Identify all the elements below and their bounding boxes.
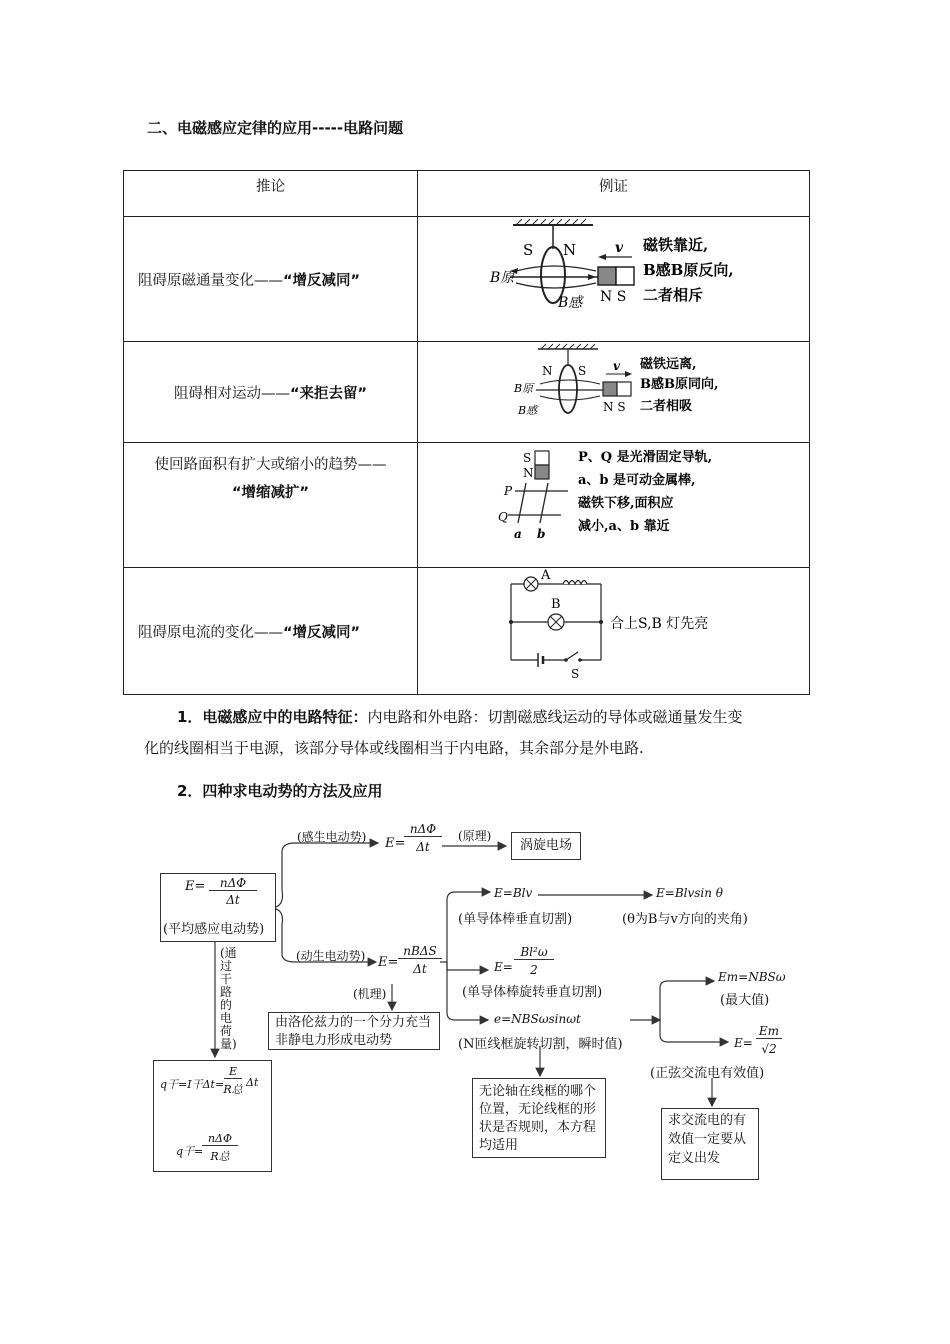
label-b-original: B原 — [514, 382, 534, 395]
row2-inference: 阻碍相对运动——“来拒去留” — [124, 342, 418, 443]
table-row — [124, 443, 810, 568]
caption-line: 二者相吸 — [640, 399, 693, 414]
flowchart-connectors — [0, 810, 950, 1230]
header-inference: 推论 — [124, 171, 418, 217]
main-formula-denominator: Δt — [226, 893, 240, 907]
branch-motional-label: (动生电动势) — [296, 949, 366, 963]
label-b-original: B原 — [490, 270, 515, 286]
label-b-induced: B感 — [518, 404, 538, 417]
section-title: 二、电磁感应定律的应用-----电路问题 — [147, 119, 404, 137]
caption-line: B感B原反向, — [643, 261, 734, 279]
caption-line: a、b 是可动金属棒, — [578, 473, 696, 488]
caption-line: P、Q 是光滑固定导轨, — [578, 450, 713, 465]
magnet-recede-diagram — [418, 342, 811, 442]
eq-blv: E=Blv — [494, 886, 533, 900]
row2-figure — [418, 342, 810, 443]
eq-blvsin: E=Blvsin θ — [656, 886, 724, 900]
table-row — [124, 217, 810, 342]
label-s: S — [523, 451, 532, 465]
effective-note-box: 求交流电的有效值一定要从定义出发 — [661, 1108, 759, 1180]
label-v: v — [613, 359, 620, 373]
charge-eq2-lhs: q干= — [176, 1145, 204, 1158]
eq-rot-lhs: E= — [494, 960, 513, 974]
motional-formula-lhs: E= — [378, 955, 399, 970]
label-lamp-a: A — [541, 568, 551, 583]
inference-table — [123, 170, 810, 695]
lorentz-box: 由洛伦兹力的一个分力充当非静电力形成电动势 — [268, 1012, 440, 1050]
circuit-diagram — [418, 568, 811, 693]
main-box-label: (平均感应电动势) — [163, 922, 265, 937]
average-emf-box: E= nΔΦ Δt (平均感应电动势) — [160, 873, 276, 942]
eq-rot-denominator: 2 — [530, 963, 538, 977]
subsection-title: 2．四种求电动势的方法及应用 — [177, 782, 383, 800]
label-q: Q — [498, 510, 508, 524]
eq-eff-denominator: √2 — [761, 1042, 777, 1056]
label-n: N — [542, 364, 553, 378]
charge-eq2-numerator: nΔΦ — [202, 1132, 238, 1146]
eq-rot-numerator: Bl²ω — [514, 945, 554, 960]
charge-box — [153, 1060, 272, 1172]
eq-blvsin-note: (θ为B与v方向的夹角) — [622, 912, 748, 927]
magnet-approach-diagram — [418, 217, 811, 340]
mechanism-label: (机理) — [353, 987, 387, 1001]
rails-diagram — [418, 443, 811, 566]
eq-eff-lhs: E= — [734, 1036, 753, 1050]
header-example: 例证 — [418, 171, 810, 217]
row1-inference: 阻碍原磁通量变化——“增反减同” — [124, 217, 418, 342]
label-n: N — [563, 241, 577, 259]
caption-line: 磁铁靠近, — [643, 236, 709, 254]
label-p: P — [504, 484, 513, 498]
caption-line: 减小,a、b 靠近 — [578, 519, 670, 534]
motional-formula-numerator: nBΔS — [398, 944, 442, 959]
label-b: b — [537, 527, 546, 541]
caption-line: 二者相斥 — [643, 286, 704, 304]
through-charge-label: (通过干路的电荷量) — [220, 946, 237, 1051]
label-a: a — [514, 527, 522, 541]
charge-eq2-denominator: R总 — [210, 1150, 230, 1163]
eq-em: Em=NBSω — [718, 970, 786, 984]
paragraph-circuit-features: 1．电磁感应中的电路特征：内电路和外电路：切割磁感线运动的导体或磁通量发生变 化的线圈相当于电源，该部分导体或线圈相当于内电路，其余部分是外电路. — [144, 708, 743, 757]
induced-formula-denominator: Δt — [416, 840, 430, 854]
eq-ac: e=NBSωsinωt — [494, 1012, 581, 1026]
row1-figure — [418, 217, 810, 342]
row3-figure — [418, 443, 810, 568]
label-s: S — [523, 241, 534, 259]
label-n: N — [523, 466, 534, 480]
row3-inference: 使回路面积有扩大或缩小的趋势—— “增缩减扩” — [124, 443, 418, 568]
induced-formula-lhs: E= — [385, 836, 406, 851]
main-formula-numerator: nΔΦ — [209, 876, 257, 891]
axis-note-box: 无论轴在线框的哪个位置，无论线框的形状是否规则，本方程均适用 — [472, 1078, 606, 1158]
label-b-induced: B感 — [558, 295, 583, 311]
label-ns: N S — [600, 289, 627, 305]
row4-figure — [418, 568, 810, 695]
eq-rot-note: (单导体棒旋转垂直切割) — [462, 985, 603, 1000]
charge-eq1-tail: Δt — [246, 1076, 259, 1089]
eq-eff-note: (正弦交流电有效值) — [650, 1066, 765, 1081]
caption-line: 合上S,B 灯先亮 — [610, 616, 709, 632]
charge-eq1-numerator: E — [224, 1065, 242, 1079]
table-row — [124, 342, 810, 443]
eq-blv-note: (单导体棒垂直切割) — [458, 912, 573, 927]
label-ns: N S — [603, 400, 626, 414]
eq-ac-note: (N匝线框旋转切割，瞬时值) — [458, 1037, 623, 1052]
label-switch-s: S — [571, 667, 580, 681]
induced-formula-numerator: nΔΦ — [404, 822, 442, 837]
table-row — [124, 568, 810, 695]
branch-induced-label: (感生电动势) — [297, 830, 367, 844]
eq-em-note: (最大值) — [720, 993, 770, 1008]
caption-line: B感B原同向, — [640, 377, 719, 392]
row4-inference: 阻碍原电流的变化——“增反减同” — [124, 568, 418, 695]
label-v: v — [615, 240, 624, 256]
charge-eq1-denominator: R总 — [223, 1083, 243, 1096]
caption-line: 磁铁远离, — [640, 357, 697, 372]
eq-eff-numerator: Em — [756, 1024, 782, 1039]
label-lamp-b: B — [551, 597, 561, 612]
vortex-field-box: 涡旋电场 — [511, 832, 581, 860]
label-s: S — [578, 364, 587, 378]
charge-eq1-lhs: q干=I干Δt= — [160, 1078, 225, 1091]
principle-label: (原理) — [458, 829, 492, 843]
motional-formula-denominator: Δt — [413, 962, 427, 976]
caption-line: 磁铁下移,面积应 — [578, 496, 674, 511]
